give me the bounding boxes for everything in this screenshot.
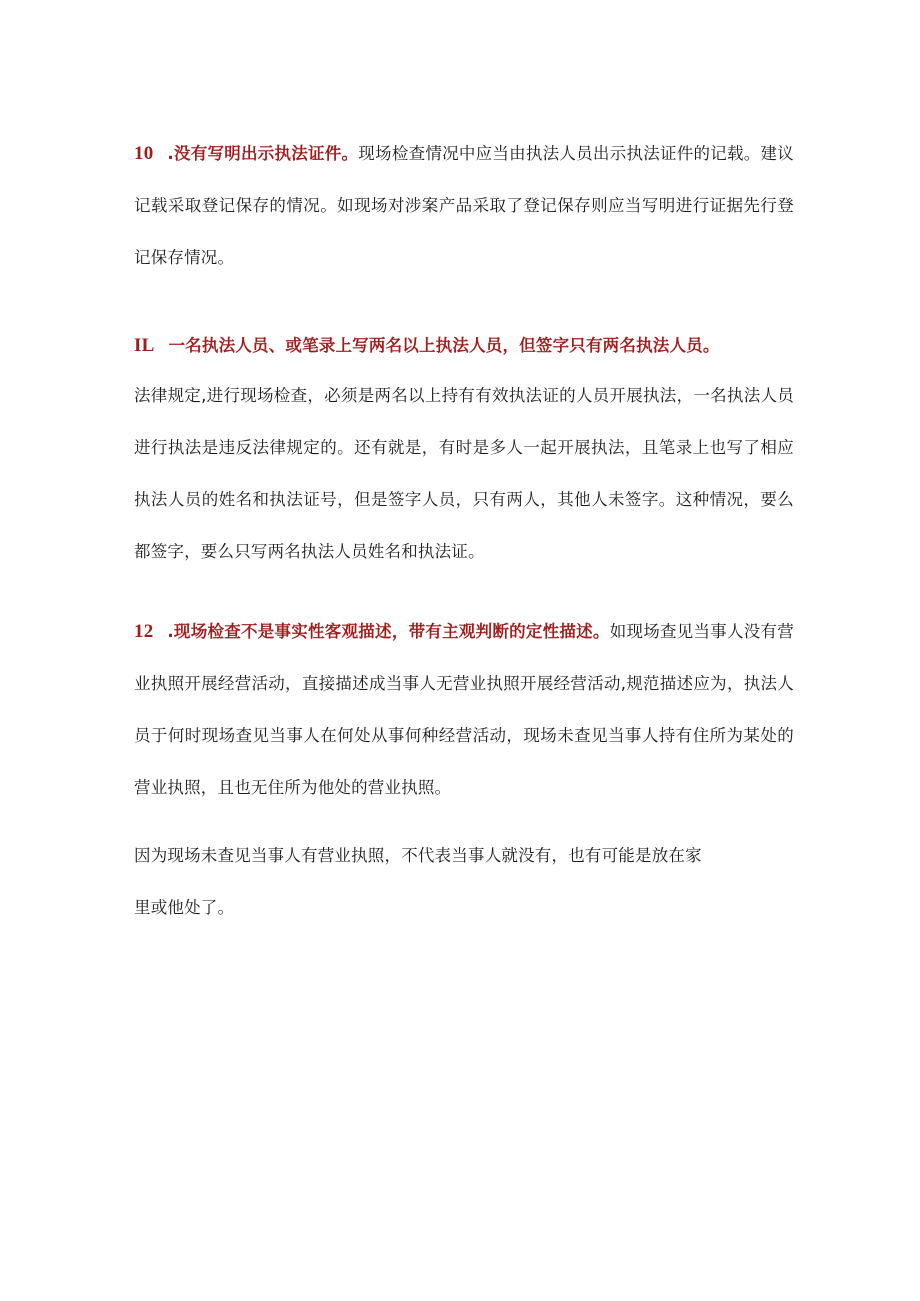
item-11-heading-line [134, 318, 794, 374]
closing-line-1: 因为现场未查见当事人有营业执照，不代表当事人就没有，也有可能是放在家 [134, 846, 702, 865]
item-12-body: 如现场查见当事人没有营业执照开展经营活动，直接描述成当事人无营业执照开展经营活动,规范描述应为，执法人员于何时现场查见当事人在何处从事何种经营活动，现场未查见当事人持有住所为某处的营业执照，且也无住所为他处的营业执照。 [134, 622, 795, 797]
item-10-paragraph [134, 128, 794, 284]
closing-line-2: 里或他处了。 [134, 898, 235, 917]
item-12-number: 12 [134, 621, 154, 642]
item-11-heading: 一名执法人员、或笔录上写两名以上执法人员，但签字只有两名执法人员。 [168, 336, 720, 355]
item-10-body: 现场检查情况中应当由执法人员出示执法证件的记载。建议记载采取登记保存的情况。如现场对涉案产品采取了登记保存则应当写明进行证据先行登记保存情况。 [134, 144, 794, 267]
item-12-heading: .现场检查不是事实性客观描述，带有主观判断的定性描述。 [167, 622, 610, 641]
item-11-number: IL [134, 335, 155, 356]
item-10-number: 10 [134, 143, 154, 164]
item-12-paragraph [134, 606, 794, 814]
item-10-heading: .没有写明出示执法证件。 [167, 144, 359, 163]
item-11-body: 法律规定,进行现场检查，必须是两名以上持有有效执法证的人员开展执法，一名执法人员进行执法是违反法律规定的。还有就是，有时是多人一起开展执法，且笔录上也写了相应执法人员的姓名和执法证号，但是签字人员，只有两人，其他人未签字。这种情况，要么都签字，要么只写两名执法人员姓名和执法证。 [134, 386, 794, 561]
